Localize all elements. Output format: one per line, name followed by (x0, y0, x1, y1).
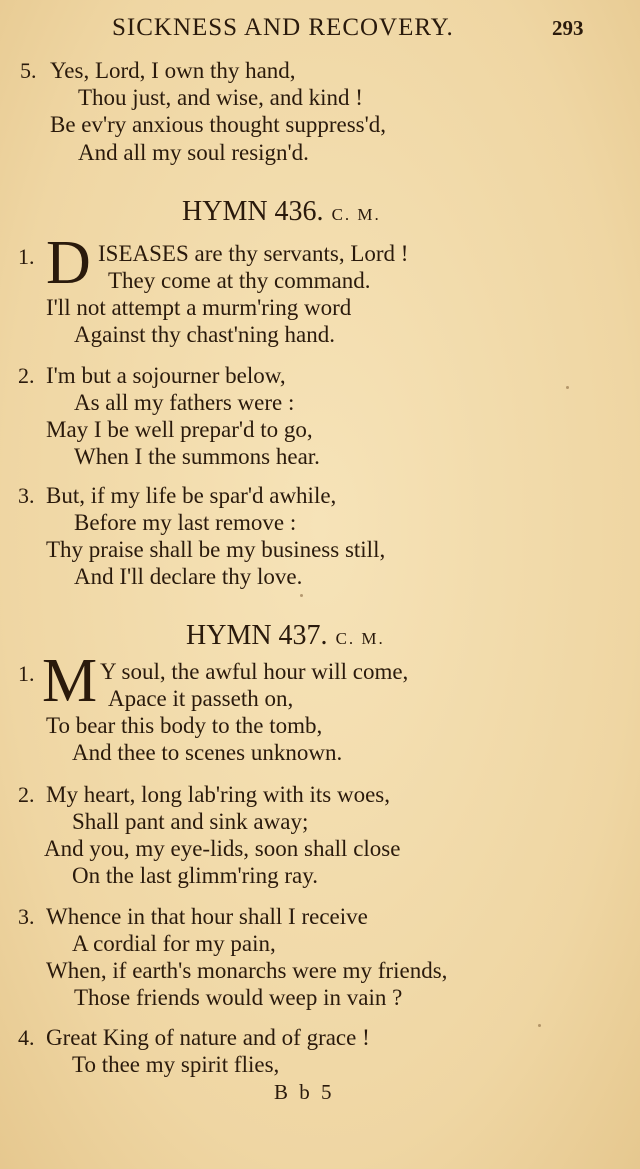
hymn-meter: C. M. (335, 629, 385, 648)
verse-line: When, if earth's monarchs were my friends, (46, 958, 448, 983)
drop-cap: D (46, 229, 91, 297)
verse-line: But, if my life be spar'd awhile, (46, 483, 337, 508)
hymn-title (182, 196, 381, 231)
verse-number: 1. (18, 244, 35, 269)
verse-line: Those friends would weep in vain ? (74, 985, 403, 1010)
verse-line: Great King of nature and of grace ! (46, 1025, 370, 1050)
verse-number: 5. (20, 58, 37, 83)
verse-line: And I'll declare thy love. (74, 564, 303, 589)
verse-line: To bear this body to the tomb, (46, 713, 323, 738)
hymn-title (186, 620, 385, 655)
verse-line: They come at thy command. (108, 268, 371, 293)
paper-speck (538, 1024, 541, 1027)
verse-line: Yes, Lord, I own thy hand, (50, 58, 296, 83)
verse-number: 4. (18, 1025, 35, 1050)
verse-number: 2. (18, 782, 35, 807)
paper-speck (300, 594, 303, 597)
verse-line: And you, my eye-lids, soon shall close (44, 836, 401, 861)
verse-line: Before my last remove : (74, 510, 297, 535)
verse-line: My heart, long lab'ring with its woes, (46, 782, 390, 807)
verse-line: Shall pant and sink away; (72, 809, 309, 834)
verse-line: Be ev'ry anxious thought suppress'd, (50, 112, 387, 137)
verse-line: When I the summons hear. (74, 444, 320, 469)
verse-line: A cordial for my pain, (72, 931, 276, 956)
verse-line: I'll not attempt a murm'ring word (46, 295, 352, 320)
hymn-meter: C. M. (331, 205, 381, 224)
verse-line: To thee my spirit flies, (72, 1052, 280, 1077)
running-head: SICKNESS AND RECOVERY. (112, 14, 454, 41)
verse-line: Whence in that hour shall I receive (46, 904, 368, 929)
paper-speck (566, 386, 569, 389)
page-number: 293 (552, 16, 584, 40)
verse-line: Thy praise shall be my business still, (46, 537, 386, 562)
verse-line: Thou just, and wise, and kind ! (78, 85, 363, 110)
verse-line: And all my soul resign'd. (78, 140, 309, 165)
signature-mark: B b 5 (274, 1080, 335, 1104)
verse-number: 3. (18, 483, 35, 508)
verse-line: Y soul, the awful hour will come, (100, 659, 409, 684)
verse-line: Against thy chast'ning hand. (74, 322, 335, 347)
verse-line: As all my fathers were : (74, 390, 295, 415)
verse-line: And thee to scenes unknown. (72, 740, 343, 765)
hymn-number: HYMN 437. (186, 620, 328, 651)
verse-number: 1. (18, 661, 35, 686)
verse-line: On the last glimm'ring ray. (72, 863, 319, 888)
hymn-number: HYMN 436. (182, 196, 324, 227)
verse-number: 3. (18, 904, 35, 929)
verse-line: I'm but a sojourner below, (46, 363, 286, 388)
page-header (0, 10, 640, 50)
verse-line: May I be well prepar'd to go, (46, 417, 313, 442)
verse-line: Apace it passeth on, (108, 686, 294, 711)
verse-line: ISEASES are thy servants, Lord ! (98, 241, 409, 266)
verse-number: 2. (18, 363, 35, 388)
drop-cap: M (42, 647, 98, 715)
